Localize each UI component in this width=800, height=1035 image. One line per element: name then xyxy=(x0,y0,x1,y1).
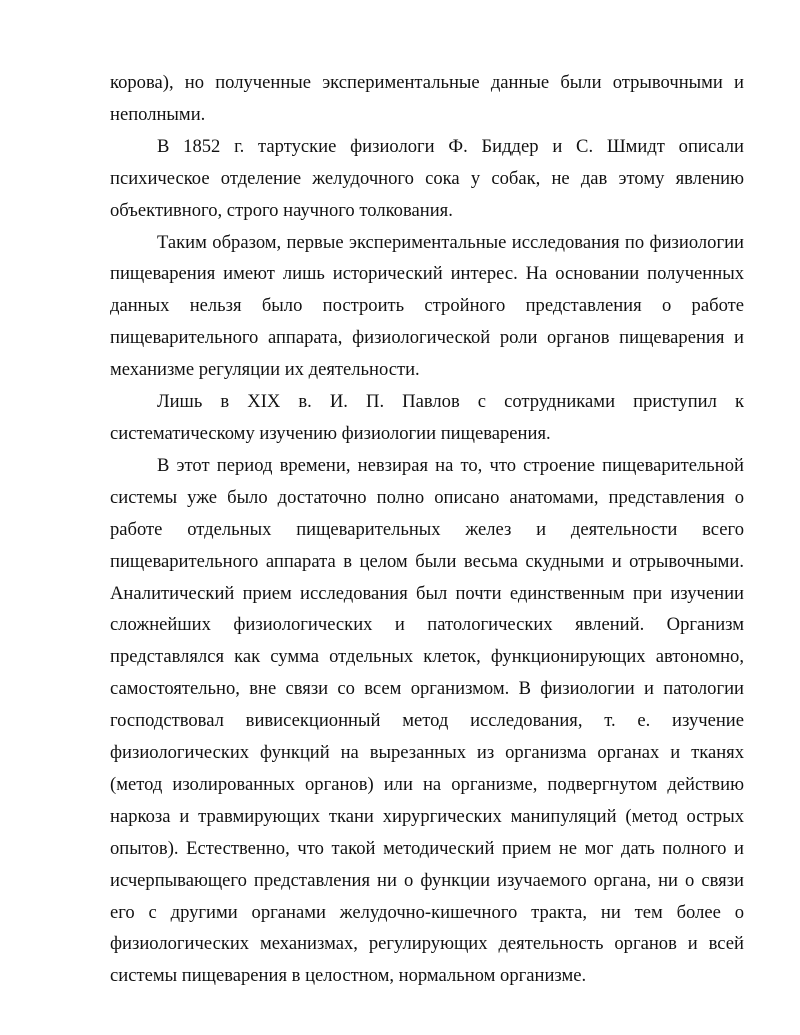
body-text xyxy=(110,67,744,992)
paragraph-continuation: корова), но полученные экспериментальные данные были отрывочными и неполными. xyxy=(110,72,744,125)
paragraph-analytical-method: В этот период времени, невзирая на то, что строение пищеварительной системы уже было достаточно полно описано анатомами, представления о работе отдельных пищеварительных желез и деятельности всего пищеварительного аппарата в целом были весьма скудными и отрывочными. Аналитический прием исследования был почти единственным при изучении сложнейших физиологических и патологических явлений. Организм представлялся как сумма отдельных клеток, функционирующих автономно, самостоятельно, вне связи со всем организмом. В физиологии и патологии господствовал вивисекционный метод исследования, т. е. изучение физиологических функций на вырезанных из организма органах и тканях (метод изолированных органов) или на организме, подвергнутом действию наркоза и травмирующих ткани хирургических манипуляций (метод острых опытов). Естественно, что такой методический прием не мог дать полного и исчерпывающего представления ни о функции изучаемого органа, ни о связи его с другими органами желудочно-кишечного тракта, ни тем более о физиологических механизмах, регулирующих деятельность органов и всей системы пищеварения в целостном, нормальном организме. xyxy=(110,454,744,987)
paragraph-bidder-schmidt: В 1852 г. тартуские физиологи Ф. Биддер и С. Шмидт описали психическое отделение желудочного сока у собак, не дав этому явлению объективного, строго научного толкования. xyxy=(110,135,744,221)
paragraph-first-experiments: Таким образом, первые экспериментальные исследования по физиологии пищеварения имеют лишь исторический интерес. На основании полученных данных нельзя было построить стройного представления о работе пищеварительного аппарата, физиологической роли органов пищеварения и механизме регуляции их деятельности. xyxy=(110,231,744,381)
paragraph-pavlov: Лишь в XIX в. И. П. Павлов с сотрудниками приступил к систематическому изучению физиологии пищеварения. xyxy=(110,391,744,444)
